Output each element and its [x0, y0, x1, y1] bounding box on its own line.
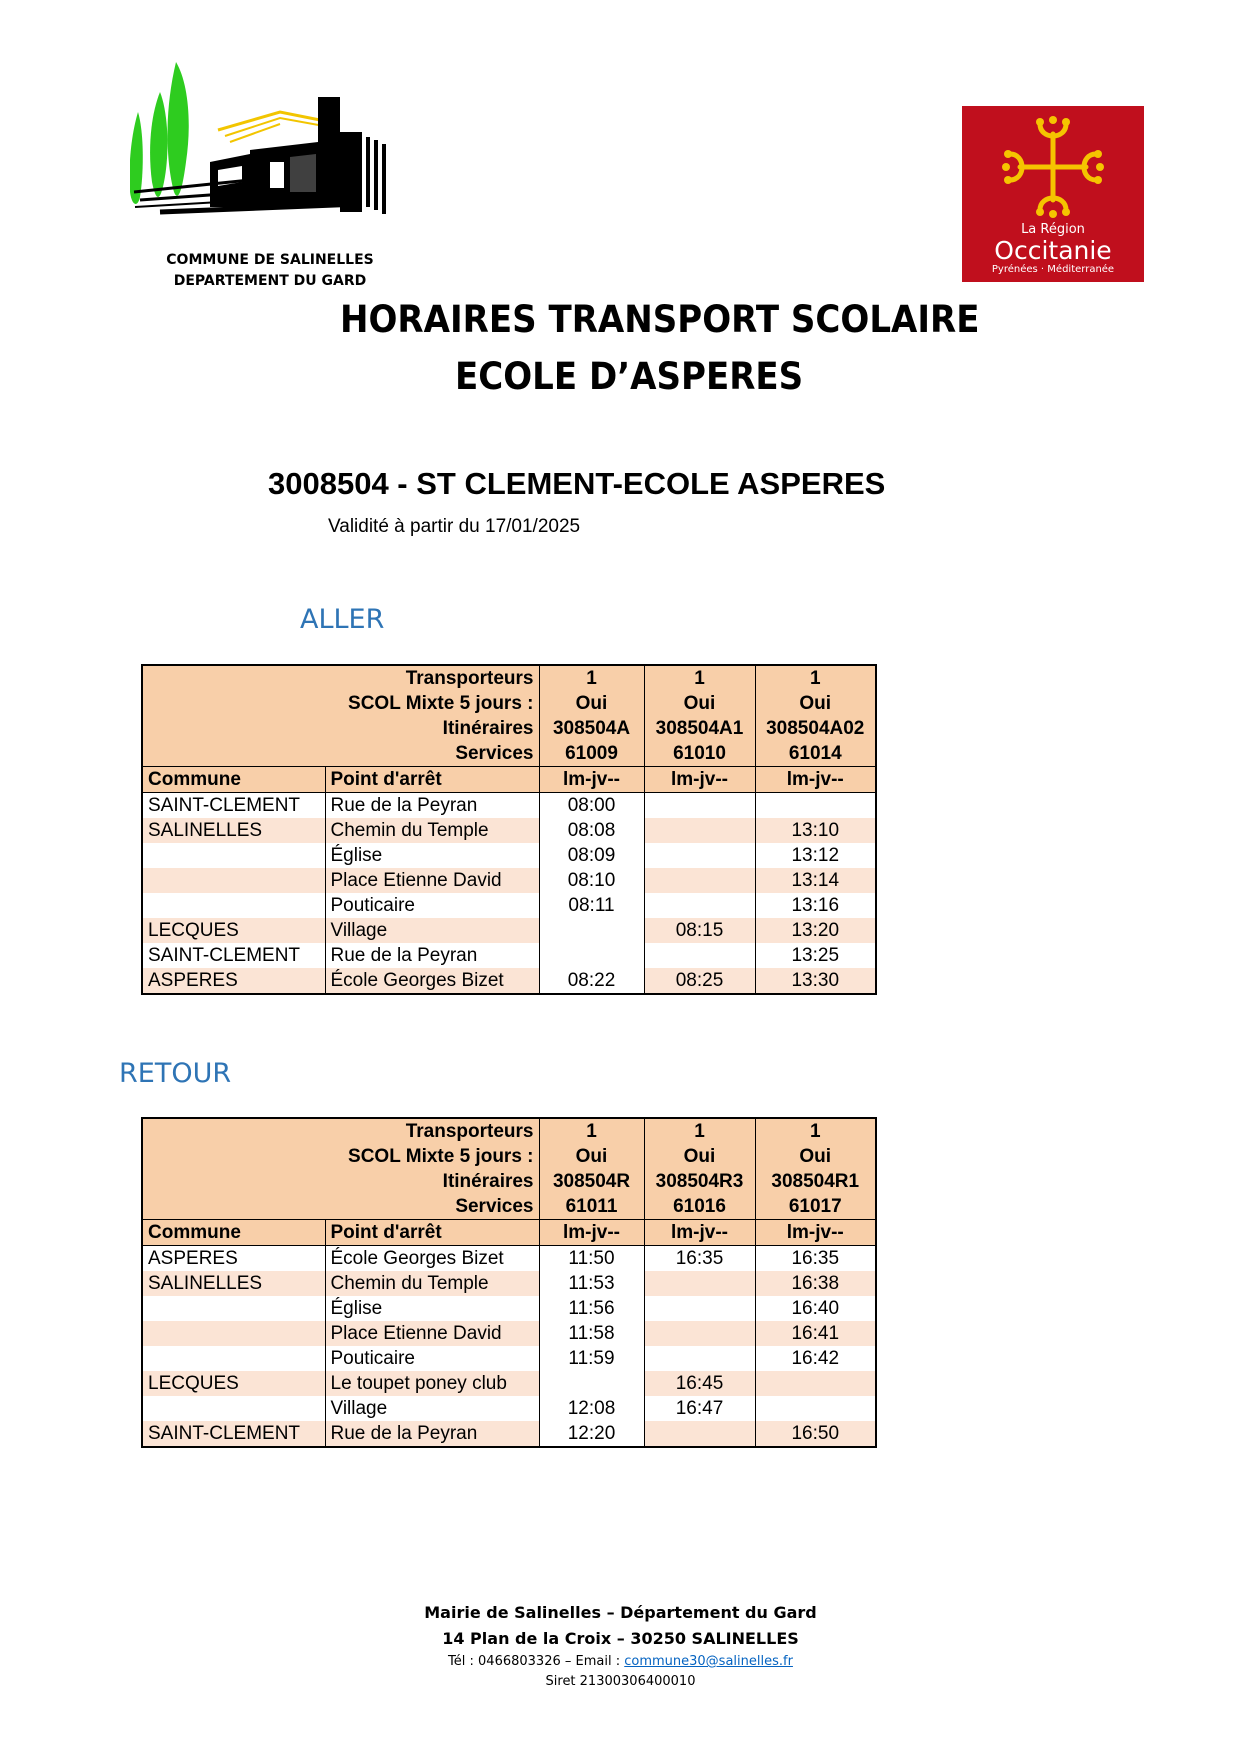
footer: [0, 1600, 1241, 1692]
header-value: 308504R: [539, 1169, 644, 1194]
commune-cell: [142, 1396, 325, 1421]
table-row: [142, 1371, 876, 1396]
column-header-row: [142, 767, 876, 793]
stop-cell: Rue de la Peyran: [325, 793, 539, 819]
footer-email-link[interactable]: commune30@salinelles.fr: [624, 1654, 793, 1669]
time-cell: 08:09: [539, 843, 644, 868]
commune-cell: ASPERES: [142, 968, 325, 994]
aller-schedule-table: [141, 664, 877, 995]
time-cell: [644, 1346, 755, 1371]
time-cell: [644, 843, 755, 868]
header-value: Oui: [644, 1144, 755, 1169]
time-cell: [644, 793, 755, 819]
column-header-commune: Commune: [142, 767, 325, 793]
header-row: [142, 1144, 876, 1169]
stop-cell: École Georges Bizet: [325, 968, 539, 994]
commune-cell: [142, 1296, 325, 1321]
time-cell: [644, 943, 755, 968]
time-cell: 08:00: [539, 793, 644, 819]
time-cell: 13:12: [755, 843, 876, 868]
commune-cell: [142, 1346, 325, 1371]
table-row: [142, 1271, 876, 1296]
time-cell: [539, 1371, 644, 1396]
time-cell: 13:14: [755, 868, 876, 893]
aller-section-label: ALLER: [300, 604, 385, 635]
time-cell: [539, 943, 644, 968]
header-spacer: [142, 741, 325, 767]
commune-cell: [142, 893, 325, 918]
table-row: [142, 1396, 876, 1421]
header-row: [142, 691, 876, 716]
time-cell: 16:47: [644, 1396, 755, 1421]
header-value: 61016: [644, 1194, 755, 1220]
table-row: [142, 843, 876, 868]
commune-cell: SAINT-CLEMENT: [142, 1421, 325, 1447]
header-label: Transporteurs: [325, 665, 539, 691]
column-header-days: lm-jv--: [755, 1220, 876, 1246]
region-logo-name: Occitanie: [994, 236, 1112, 265]
table-row: [142, 793, 876, 819]
column-header-days: lm-jv--: [644, 1220, 755, 1246]
header-row: [142, 665, 876, 691]
header-value: Oui: [644, 691, 755, 716]
footer-address: 14 Plan de la Croix – 30250 SALINELLES: [442, 1629, 799, 1648]
header-value: 1: [644, 1118, 755, 1144]
header-row: [142, 1194, 876, 1220]
stop-cell: Village: [325, 1396, 539, 1421]
page-subtitle: ECOLE D’ASPERES: [455, 355, 804, 398]
commune-cell: LECQUES: [142, 918, 325, 943]
time-cell: [644, 1421, 755, 1447]
line-title: 3008504 - ST CLEMENT-ECOLE ASPERES: [268, 466, 886, 501]
header-label: Itinéraires: [325, 1169, 539, 1194]
time-cell: 16:50: [755, 1421, 876, 1447]
time-cell: [755, 1371, 876, 1396]
header-label: Services: [325, 1194, 539, 1220]
footer-siret: Siret 21300306400010: [545, 1674, 696, 1689]
commune-cell: SALINELLES: [142, 818, 325, 843]
retour-schedule-table: [141, 1117, 877, 1448]
table-row: [142, 868, 876, 893]
time-cell: 13:25: [755, 943, 876, 968]
header-value: 308504A: [539, 716, 644, 741]
header-value: 1: [539, 1118, 644, 1144]
header-label: SCOL Mixte 5 jours :: [325, 691, 539, 716]
column-header-commune: Commune: [142, 1220, 325, 1246]
stop-cell: Pouticaire: [325, 893, 539, 918]
stop-cell: Église: [325, 1296, 539, 1321]
time-cell: 13:16: [755, 893, 876, 918]
header-spacer: [142, 691, 325, 716]
header-value: 61014: [755, 741, 876, 767]
time-cell: 12:20: [539, 1421, 644, 1447]
time-cell: 13:30: [755, 968, 876, 994]
stop-cell: Village: [325, 918, 539, 943]
table-row: [142, 1421, 876, 1447]
column-header-arret: Point d'arrêt: [325, 1220, 539, 1246]
commune-cell: SALINELLES: [142, 1271, 325, 1296]
time-cell: 11:50: [539, 1246, 644, 1272]
time-cell: [644, 868, 755, 893]
header-value: 1: [755, 665, 876, 691]
header-value: 308504A02: [755, 716, 876, 741]
stop-cell: Rue de la Peyran: [325, 943, 539, 968]
table-row: [142, 1321, 876, 1346]
commune-name: COMMUNE DE SALINELLES: [166, 252, 374, 268]
column-header-days: lm-jv--: [539, 767, 644, 793]
stop-cell: Église: [325, 843, 539, 868]
stop-cell: Place Etienne David: [325, 1321, 539, 1346]
column-header-row: [142, 1220, 876, 1246]
time-cell: 12:08: [539, 1396, 644, 1421]
header-spacer: [142, 1169, 325, 1194]
retour-section-label: RETOUR: [119, 1058, 232, 1089]
commune-cell: LECQUES: [142, 1371, 325, 1396]
header-label: Itinéraires: [325, 716, 539, 741]
table-row: [142, 918, 876, 943]
header-value: 308504R1: [755, 1169, 876, 1194]
region-logo-subtitle: Pyrénées · Méditerranée: [991, 264, 1115, 275]
validity-date: Validité à partir du 17/01/2025: [328, 516, 581, 537]
header-label: Services: [325, 741, 539, 767]
header-value: Oui: [755, 1144, 876, 1169]
time-cell: 08:15: [644, 918, 755, 943]
time-cell: [539, 918, 644, 943]
time-cell: [755, 793, 876, 819]
occitan-cross-icon: [1000, 114, 1106, 220]
header-label: Transporteurs: [325, 1118, 539, 1144]
time-cell: 08:08: [539, 818, 644, 843]
header-spacer: [142, 665, 325, 691]
time-cell: [644, 1271, 755, 1296]
page-title: HORAIRES TRANSPORT SCOLAIRE: [340, 298, 980, 341]
time-cell: 16:45: [644, 1371, 755, 1396]
table-row: [142, 1246, 876, 1272]
table-row: [142, 1346, 876, 1371]
time-cell: 16:41: [755, 1321, 876, 1346]
header-spacer: [142, 1194, 325, 1220]
region-occitanie-logo: [962, 106, 1144, 282]
stop-cell: École Georges Bizet: [325, 1246, 539, 1272]
time-cell: 11:53: [539, 1271, 644, 1296]
time-cell: 11:59: [539, 1346, 644, 1371]
time-cell: [755, 1396, 876, 1421]
commune-cell: [142, 1321, 325, 1346]
header-value: 61017: [755, 1194, 876, 1220]
column-header-days: lm-jv--: [755, 767, 876, 793]
column-header-days: lm-jv--: [644, 767, 755, 793]
footer-contact: [0, 1652, 1241, 1672]
header-row: [142, 1118, 876, 1144]
time-cell: 08:25: [644, 968, 755, 994]
stop-cell: Chemin du Temple: [325, 818, 539, 843]
time-cell: 16:40: [755, 1296, 876, 1321]
header-value: Oui: [539, 1144, 644, 1169]
header-value: 61009: [539, 741, 644, 767]
time-cell: 16:42: [755, 1346, 876, 1371]
header-row: [142, 741, 876, 767]
header-spacer: [142, 1144, 325, 1169]
header-value: Oui: [755, 691, 876, 716]
header-row: [142, 1169, 876, 1194]
commune-caption: [140, 250, 400, 292]
time-cell: [644, 1321, 755, 1346]
salinelles-commune-logo: [130, 62, 410, 242]
commune-cell: [142, 843, 325, 868]
stop-cell: Rue de la Peyran: [325, 1421, 539, 1447]
stop-cell: Place Etienne David: [325, 868, 539, 893]
table-row: [142, 943, 876, 968]
time-cell: [644, 1296, 755, 1321]
time-cell: 08:10: [539, 868, 644, 893]
time-cell: [644, 818, 755, 843]
time-cell: 16:35: [644, 1246, 755, 1272]
time-cell: 16:38: [755, 1271, 876, 1296]
table-row: [142, 893, 876, 918]
time-cell: 16:35: [755, 1246, 876, 1272]
footer-phone: Tél : 0466803326 – Email :: [448, 1654, 625, 1669]
time-cell: 13:10: [755, 818, 876, 843]
stop-cell: Pouticaire: [325, 1346, 539, 1371]
time-cell: 08:11: [539, 893, 644, 918]
header-spacer: [142, 716, 325, 741]
header-value: 308504A1: [644, 716, 755, 741]
time-cell: 13:20: [755, 918, 876, 943]
header-spacer: [142, 1118, 325, 1144]
time-cell: 11:56: [539, 1296, 644, 1321]
region-logo-line1: La Région: [1021, 222, 1085, 237]
commune-cell: [142, 868, 325, 893]
header-value: 1: [755, 1118, 876, 1144]
stop-cell: Chemin du Temple: [325, 1271, 539, 1296]
stop-cell: Le toupet poney club: [325, 1371, 539, 1396]
header-value: Oui: [539, 691, 644, 716]
time-cell: 08:22: [539, 968, 644, 994]
table-row: [142, 818, 876, 843]
header-label: SCOL Mixte 5 jours :: [325, 1144, 539, 1169]
commune-cell: SAINT-CLEMENT: [142, 943, 325, 968]
commune-cell: SAINT-CLEMENT: [142, 793, 325, 819]
table-row: [142, 1296, 876, 1321]
column-header-days: lm-jv--: [539, 1220, 644, 1246]
commune-cell: ASPERES: [142, 1246, 325, 1272]
header-value: 61010: [644, 741, 755, 767]
time-cell: 11:58: [539, 1321, 644, 1346]
header-value: 61011: [539, 1194, 644, 1220]
table-row: [142, 968, 876, 994]
header-row: [142, 716, 876, 741]
footer-mairie: Mairie de Salinelles – Département du Gard: [424, 1603, 817, 1622]
header-value: 1: [539, 665, 644, 691]
header-value: 308504R3: [644, 1169, 755, 1194]
header-value: 1: [644, 665, 755, 691]
column-header-arret: Point d'arrêt: [325, 767, 539, 793]
departement-name: DEPARTEMENT DU GARD: [173, 273, 367, 289]
time-cell: [644, 893, 755, 918]
